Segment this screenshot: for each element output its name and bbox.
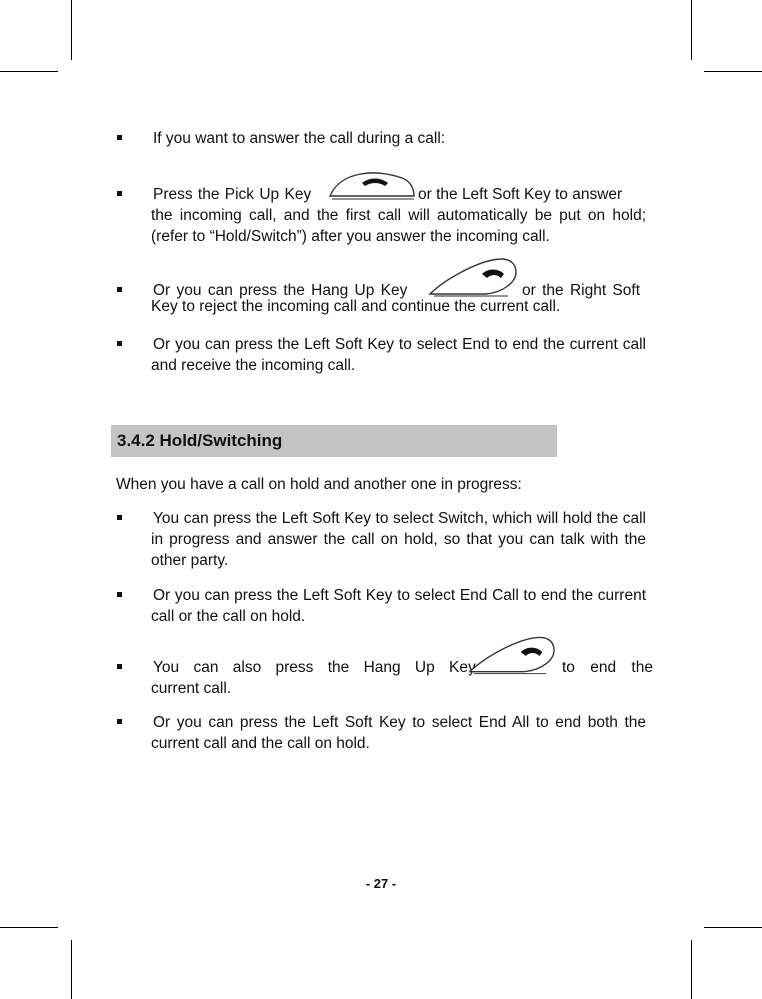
bullet-text: Or you can press the Left Soft Key to select End to end the current call and receive the incoming call. xyxy=(151,336,646,374)
bullet-text: Or you can press the Hang Up Key xyxy=(153,282,408,299)
bullet xyxy=(117,515,122,520)
crop-mark xyxy=(71,0,72,60)
bullet-text: You can also press the Hang Up Key xyxy=(153,659,476,676)
bullet-text: or the Left Soft Key to answer xyxy=(418,186,623,203)
bullet-text: the incoming call, and the first call will automatically be put on hold; (refer to “Hold/Switch”) after you answer the incoming call. xyxy=(151,207,646,245)
section-title: 3.4.2 Hold/Switching xyxy=(117,431,283,450)
crop-mark xyxy=(71,940,72,999)
section-intro: When you have a call on hold and another one in progress: xyxy=(116,476,522,493)
bullet-text: You can press the Left Soft Key to select Switch, which will hold the call in progress and answer the call on hold, so that you can talk with the other party. xyxy=(151,510,646,569)
bullet-text: Key to reject the incoming call and continue the current call. xyxy=(151,298,561,315)
bullet xyxy=(117,719,122,724)
section-header xyxy=(111,425,557,457)
bullet-text: Or you can press the Left Soft Key to select End All to end both the current call and the call on hold. xyxy=(151,714,646,752)
pick-up-key-icon xyxy=(328,166,416,202)
crop-mark xyxy=(704,927,762,928)
hang-up-key-icon xyxy=(468,634,558,676)
bullet xyxy=(117,664,122,669)
hang-up-key-icon xyxy=(428,256,520,298)
bullet xyxy=(117,135,122,140)
bullet-text: Press the Pick Up Key xyxy=(153,186,312,203)
bullet-text: If you want to answer the call during a call: xyxy=(153,130,446,147)
page-number: - 27 - xyxy=(365,876,397,891)
bullet xyxy=(117,191,122,196)
crop-mark xyxy=(691,940,692,999)
bullet-text: to end the xyxy=(562,659,653,676)
crop-mark xyxy=(704,71,762,72)
bullet xyxy=(117,592,122,597)
crop-mark xyxy=(0,71,58,72)
bullet xyxy=(117,341,122,346)
crop-mark xyxy=(691,0,692,60)
bullet-text: current call. xyxy=(151,680,232,697)
bullet-text: or the Right Soft xyxy=(522,282,641,299)
crop-mark xyxy=(0,927,58,928)
bullet-text: Or you can press the Left Soft Key to select End Call to end the current call or the call on hold. xyxy=(151,587,646,625)
bullet xyxy=(117,287,122,292)
